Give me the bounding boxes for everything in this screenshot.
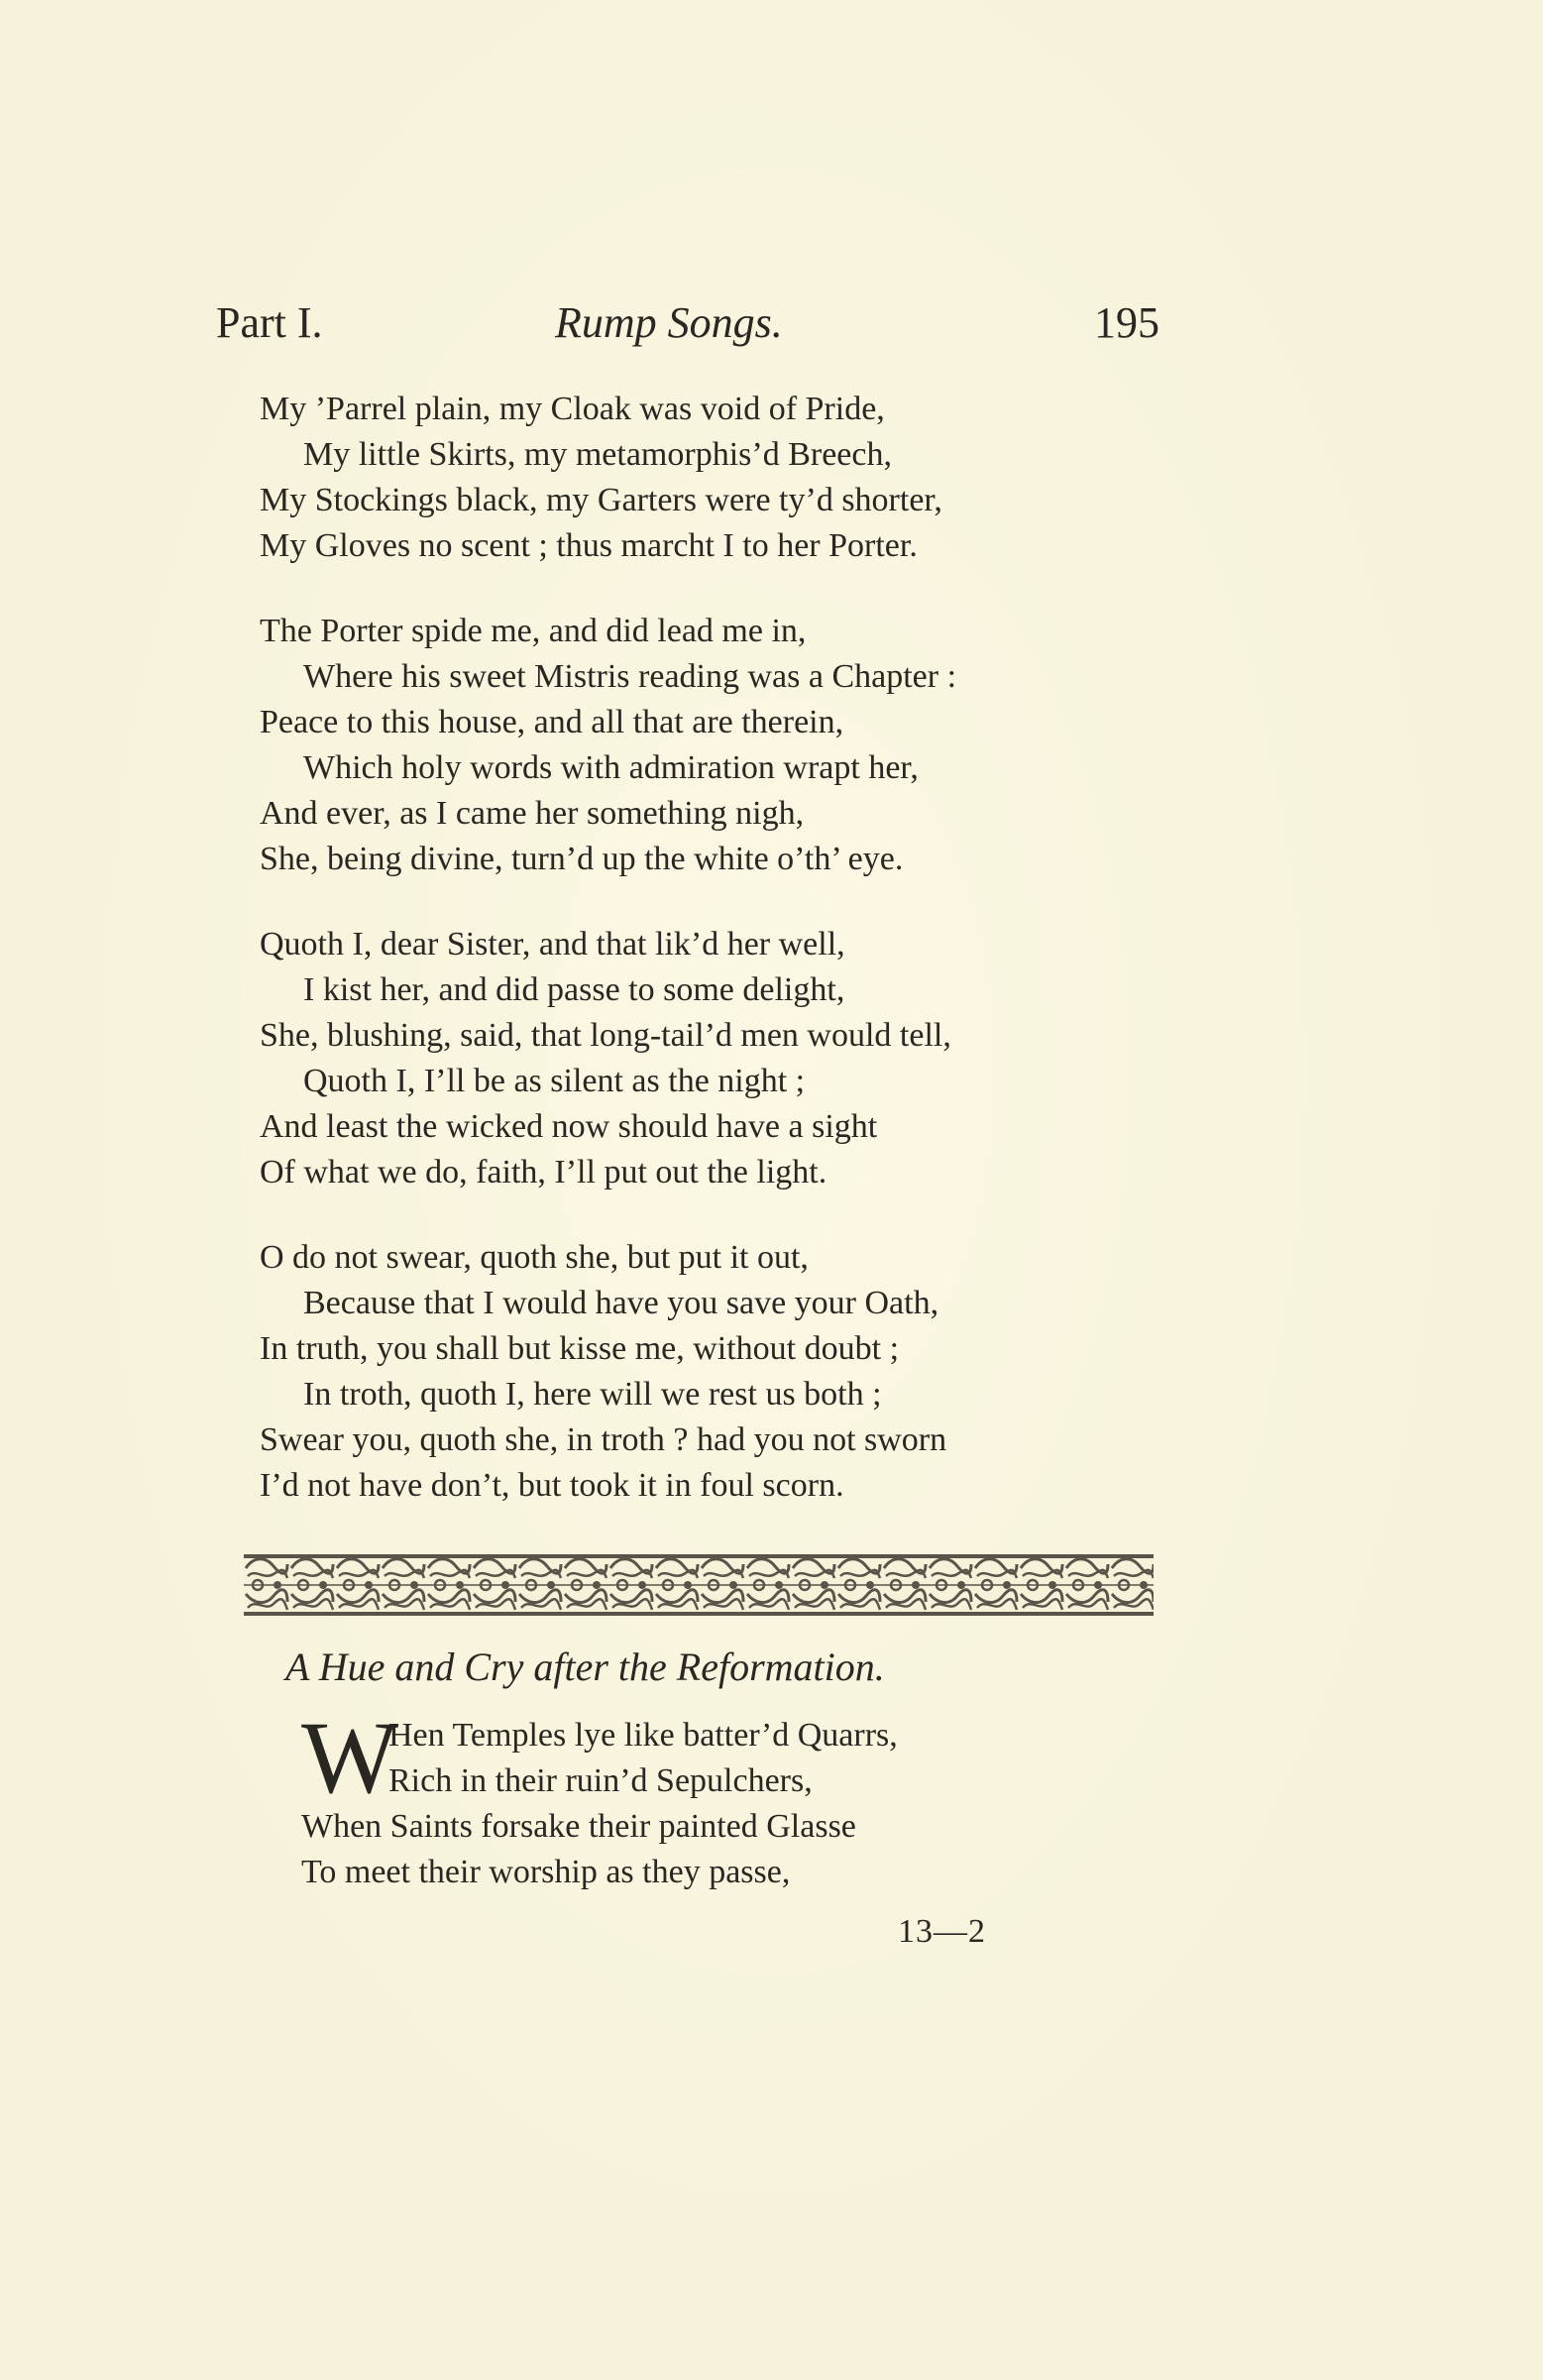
- stanza: [260, 1235, 1152, 1509]
- stanza: [260, 387, 1152, 569]
- poem-line: Peace to this house, and all that are therein,: [260, 704, 844, 740]
- page-number: 195: [1094, 298, 1159, 347]
- poem-line: My Gloves no scent ; thus marcht I to her Porter.: [260, 527, 918, 564]
- ornament-divider: [244, 1554, 1154, 1616]
- poem-line: I’d not have don’t, but took it in foul scorn.: [260, 1467, 844, 1504]
- section-title: A Hue and Cry after the Reformation.: [285, 1644, 885, 1689]
- dropcap-letter: W: [301, 1701, 399, 1815]
- running-header: [216, 297, 1159, 367]
- poem-line: And least the wicked now should have a sight: [260, 1108, 878, 1145]
- poem-line: Hen Temples lye like batter’d Quarrs,: [388, 1717, 898, 1754]
- part-label: Part I.: [216, 298, 323, 347]
- poem-line: And ever, as I came her something nigh,: [260, 795, 805, 832]
- stanza: [260, 609, 1152, 882]
- poem-line: I kist her, and did passe to some delight,: [303, 971, 845, 1008]
- poem-line: Swear you, quoth she, in troth ? had you not sworn: [260, 1421, 947, 1458]
- poem-line: Because that I would have you save your Oath,: [303, 1285, 939, 1321]
- dropcap-lines: [388, 1713, 898, 1804]
- poem-line: My ’Parrel plain, my Cloak was void of Pride,: [260, 391, 885, 427]
- poem-line: She, being divine, turn’d up the white o’th’ eye.: [260, 841, 904, 877]
- poem-line: O do not swear, quoth she, but put it out,: [260, 1239, 809, 1276]
- poem-line: Which holy words with admiration wrapt her,: [303, 749, 919, 786]
- running-title: Rump Songs.: [555, 298, 783, 347]
- poem-line: Quoth I, I’ll be as silent as the night ;: [303, 1063, 806, 1099]
- poem-line: Rich in their ruin’d Sepulchers,: [388, 1762, 813, 1799]
- poem-line: Where his sweet Mistris reading was a Chapter :: [303, 658, 957, 695]
- poem-body: [260, 387, 1152, 1548]
- poem-line: The Porter spide me, and did lead me in,: [260, 613, 807, 649]
- poem-line: My little Skirts, my metamorphis’d Breech,: [303, 436, 892, 473]
- poem-line: Quoth I, dear Sister, and that lik’d her well,: [260, 926, 845, 963]
- poem-line: Of what we do, faith, I’ll put out the light.: [260, 1154, 827, 1190]
- poem-line: In truth, you shall but kisse me, without doubt ;: [260, 1330, 900, 1367]
- poem-line: In troth, quoth I, here will we rest us both ;: [303, 1376, 882, 1413]
- poem-line: My Stockings black, my Garters were ty’d shorter,: [260, 482, 942, 518]
- dropcap-block: [301, 1701, 1154, 1815]
- poem-line: To meet their worship as they passe,: [301, 1854, 791, 1890]
- poem-line: When Saints forsake their painted Glasse: [301, 1808, 856, 1845]
- signature-mark: 13—2: [898, 1913, 986, 1950]
- stanza: [260, 922, 1152, 1195]
- second-poem: [301, 1701, 1154, 1895]
- poem-line: She, blushing, said, that long-tail’d men would tell,: [260, 1017, 951, 1054]
